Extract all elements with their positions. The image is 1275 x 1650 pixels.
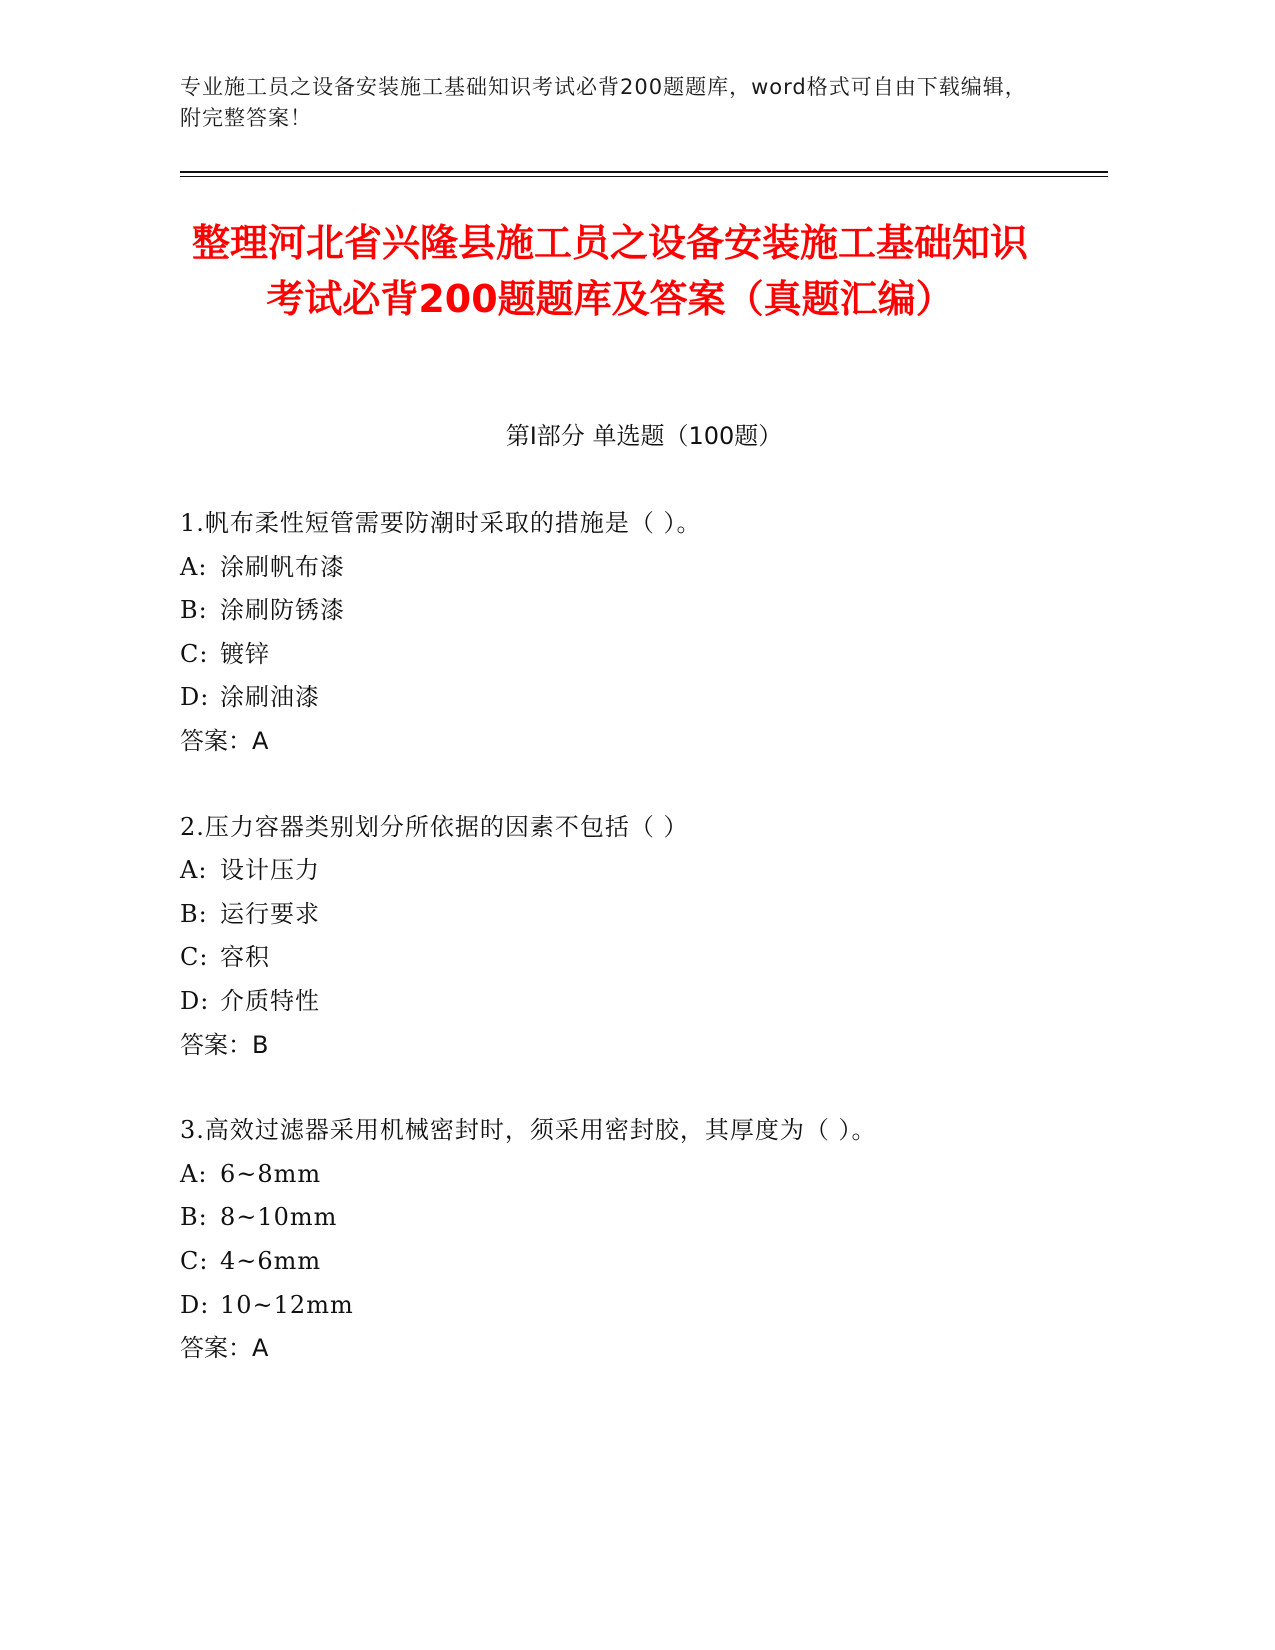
header-rule-thick: [180, 171, 1108, 173]
question-item: [180, 1109, 1108, 1371]
option-row: [180, 546, 1108, 590]
option-text: 6~8mm: [220, 1159, 322, 1188]
option-key: C:: [180, 1246, 209, 1275]
section-heading: 第I部分 单选题（100题）: [505, 422, 783, 450]
option-row: [180, 1240, 1108, 1284]
option-row: [180, 633, 1108, 677]
option-text: 介质特性: [220, 986, 320, 1015]
answer-line: 答案：B: [180, 1030, 269, 1059]
header-note: 专业施工员之设备安装施工基础知识考试必背200题题库，word格式可自由下载编辑，附完整答案！: [180, 75, 1027, 130]
option-text: 涂刷防锈漆: [220, 596, 345, 625]
document-title: 整理河北省兴隆县施工员之设备安装施工基础知识考试必背200题题库及答案（真题汇编）: [191, 221, 1028, 321]
question-item: [180, 502, 1108, 764]
option-text: 镀锌: [220, 639, 270, 668]
option-key: B:: [180, 1203, 208, 1232]
option-row: [180, 589, 1108, 633]
option-key: B:: [180, 899, 208, 928]
option-text: 10~12mm: [220, 1290, 354, 1319]
question-stem: 3.高效过滤器采用机械密封时，须采用密封胶，其厚度为（ ）。: [180, 1116, 877, 1145]
option-key: C:: [180, 639, 209, 668]
option-key: B:: [180, 596, 208, 625]
option-key: A:: [180, 856, 208, 885]
option-key: C:: [180, 943, 209, 972]
option-row: [180, 893, 1108, 937]
option-row: [180, 676, 1108, 720]
option-row: [180, 1196, 1108, 1240]
option-key: D:: [180, 1290, 210, 1319]
option-text: 8~10mm: [220, 1203, 338, 1232]
option-row: [180, 849, 1108, 893]
option-text: 涂刷帆布漆: [220, 552, 345, 581]
option-row: [180, 1153, 1108, 1197]
option-row: [180, 980, 1108, 1024]
option-key: A:: [180, 1159, 208, 1188]
question-stem: 1.帆布柔性短管需要防潮时采取的措施是（ ）。: [180, 509, 702, 537]
header-rule-thin: [180, 176, 1108, 177]
question-stem: 2.压力容器类别划分所依据的因素不包括（ ）: [180, 812, 689, 841]
option-row: [180, 936, 1108, 980]
option-row: [180, 1284, 1108, 1328]
option-text: 容积: [220, 943, 270, 972]
answer-line: 答案：A: [180, 1334, 269, 1363]
question-item: [180, 806, 1108, 1068]
option-text: 4~6mm: [220, 1246, 322, 1275]
option-key: D:: [180, 683, 210, 712]
option-key: A:: [180, 552, 208, 581]
option-text: 涂刷油漆: [220, 683, 320, 712]
answer-line: 答案：A: [180, 726, 269, 755]
option-text: 运行要求: [220, 899, 320, 928]
option-text: 设计压力: [220, 856, 320, 885]
option-key: D:: [180, 986, 210, 1015]
question-list: [180, 502, 1108, 1413]
